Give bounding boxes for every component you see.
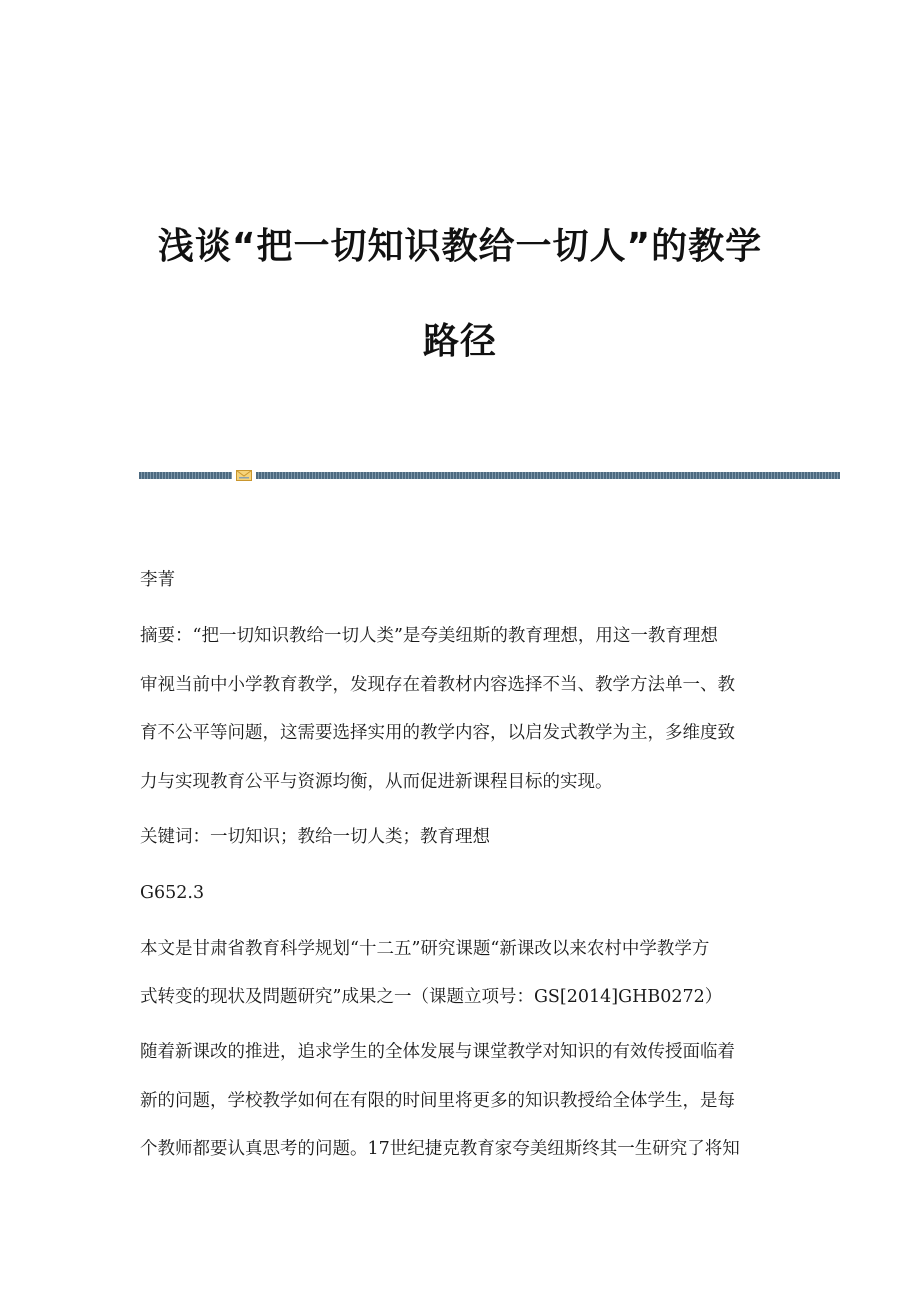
abstract-line-4: 力与实现教育公平与资源均衡，从而促进新课程目标的实现。 (140, 772, 613, 792)
abstract-line-1: 摘要：“把一切知识教给一切人类”是夸美纽斯的教育理想，用这一教育理想 (140, 626, 718, 646)
divider-bar-left (139, 472, 232, 479)
title-divider (139, 470, 840, 480)
funding-line-2: 式转变的现状及問题研究”成果之一（课题立项号：GS[2014]GHB0272） (140, 987, 723, 1007)
body-line-1: 随着新课改的推进，追求学生的全体发展与课堂教学对知识的有效传授面临着 (140, 1042, 735, 1062)
body-line-3: 个教师都要认真思考的问题。17世纪捷克教育家夸美纽斯终其一生研究了将知 (140, 1139, 740, 1159)
abstract-line-3: 育不公平等问题，这需要选择实用的教学内容，以启发式教学为主，多维度致 (140, 723, 735, 743)
page-title-line-2: 路径 (422, 321, 497, 362)
funding-line-1: 本文是甘肃省教育科学规划“十二五”研究课题“新课改以来农村中学教学方 (140, 939, 710, 959)
envelope-ornament-icon (236, 470, 252, 481)
abstract-line-2: 审视当前中小学教育教学，发现存在着教材内容选择不当、教学方法单一、教 (140, 675, 735, 695)
page-title-line-1: 浅谈“把一切知识教给一切人”的教学 (157, 226, 763, 267)
divider-bar-right (256, 472, 840, 479)
body-line-2: 新的问题，学校教学如何在有限的时间里将更多的知识教授给全体学生，是每 (140, 1091, 735, 1111)
classification-code: G652.3 (140, 883, 205, 903)
author-name: 李菁 (140, 570, 175, 590)
keywords: 关键词：一切知识；教给一切人类；教育理想 (140, 827, 490, 847)
